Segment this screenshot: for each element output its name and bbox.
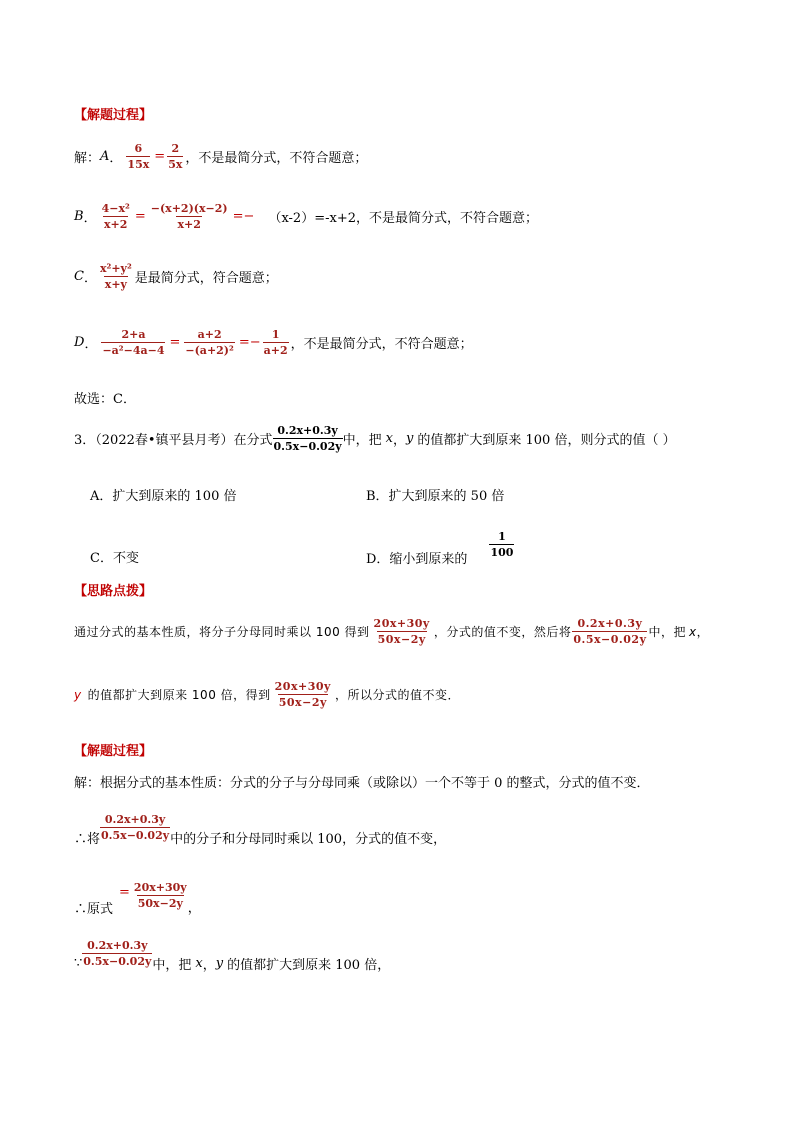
fraction-numerator: 0.2x+0.3y xyxy=(277,424,338,437)
hint-text: 的值都扩大到原来 100 倍，得到 xyxy=(87,688,271,702)
fraction-denominator: −(a+2)² xyxy=(185,344,234,357)
var-y: y xyxy=(215,956,224,971)
solution-text: ∴将 xyxy=(74,832,101,847)
fraction xyxy=(273,424,343,453)
fraction-numerator: 2+a xyxy=(121,328,146,341)
fraction-numerator: a+2 xyxy=(197,328,222,341)
line-text: ，不是最简分式，不符合题意； xyxy=(185,151,368,166)
fraction-denominator: 15x xyxy=(127,158,150,171)
solution-paragraph-2 xyxy=(74,808,446,847)
fraction-denominator: a+2 xyxy=(263,344,288,357)
fraction xyxy=(100,813,170,842)
fraction-numerator: 20x+30y xyxy=(373,617,430,630)
fraction-denominator: 5x xyxy=(168,158,183,171)
dot: ． xyxy=(109,151,123,166)
fraction xyxy=(274,680,332,709)
fraction-numerator: 0.2x+0.3y xyxy=(577,617,643,630)
solution-text: 中，把 xyxy=(152,958,192,973)
solution-line-c xyxy=(74,262,278,291)
comma: ， xyxy=(696,625,710,639)
hint-heading: 【思路点拨】 xyxy=(74,584,153,599)
fraction-numerator: 4−x² xyxy=(101,202,130,215)
hint-line-1 xyxy=(74,617,709,646)
fraction xyxy=(572,617,647,646)
question-3-stem xyxy=(74,424,676,453)
hint-text: 通过分式的基本性质，将分子分母同时乘以 100 得到 xyxy=(74,625,370,639)
option-c[interactable]: C．不变 xyxy=(90,551,139,566)
equals-sign: = xyxy=(169,335,181,350)
option-d[interactable] xyxy=(366,522,514,567)
dot: ． xyxy=(83,211,97,226)
solution-heading-1: 【解题过程】 xyxy=(74,108,153,123)
var-x: x xyxy=(688,624,697,639)
answer-line: 故选：C． xyxy=(74,392,136,407)
fraction xyxy=(101,328,165,357)
solution-line-d xyxy=(74,328,473,357)
fraction xyxy=(150,202,229,231)
line-text: （x-2）=-x+2，不是最简分式，不符合题意； xyxy=(268,211,538,226)
equals-sign: = xyxy=(134,209,146,224)
fraction-numerator: −(x+2)(x−2) xyxy=(150,202,228,215)
fraction-denominator: 100 xyxy=(490,546,514,559)
fraction-numerator: 20x+30y xyxy=(133,881,187,894)
var-x: x xyxy=(385,431,393,446)
solution-line-a xyxy=(74,142,367,171)
option-letter-d: D xyxy=(74,335,85,350)
option-letter-c: C xyxy=(74,269,84,284)
var-x: x xyxy=(195,956,203,971)
question-text: 中，把 xyxy=(342,433,382,448)
fraction-numerator: 6 xyxy=(134,142,143,155)
fraction-denominator: x+2 xyxy=(177,218,201,231)
fraction xyxy=(126,142,150,171)
fraction-numerator: 0.2x+0.3y xyxy=(104,813,166,826)
solution-text: 中的分子和分母同时乘以 100，分式的值不变， xyxy=(170,832,447,847)
fraction xyxy=(133,881,188,910)
line-text: 是最简分式，符合题意； xyxy=(134,271,278,286)
fraction-denominator: −a²−4a−4 xyxy=(102,344,165,357)
equals-sign: =− xyxy=(232,209,255,224)
fraction-denominator: 0.5x−0.02y xyxy=(83,955,152,968)
question-text: 3．（2022春•镇平县月考）在分式 xyxy=(74,433,273,448)
dot: ． xyxy=(83,271,97,286)
solution-prefix: 解： xyxy=(74,151,101,166)
fraction-denominator: 0.5x−0.02y xyxy=(573,633,647,646)
option-letter-a: A xyxy=(100,149,110,164)
var-y: y xyxy=(406,431,414,446)
hint-text: ，所以分式的值不变． xyxy=(334,688,460,702)
equals-sign: =− xyxy=(238,335,261,350)
fraction-numerator: x²+y² xyxy=(99,262,132,275)
solution-text: 的值都扩大到原来 100 倍， xyxy=(227,958,391,973)
solution-line-b xyxy=(74,202,538,231)
equals-sign: = xyxy=(154,149,166,164)
solution-heading-2: 【解题过程】 xyxy=(74,744,153,759)
solution-paragraph-3 xyxy=(74,874,201,917)
var-y: y xyxy=(74,687,82,702)
fraction xyxy=(373,617,431,646)
fraction xyxy=(263,328,289,357)
fraction-numerator: 20x+30y xyxy=(274,680,331,693)
fraction xyxy=(184,328,234,357)
line-text: ，不是最简分式，不符合题意； xyxy=(290,337,473,352)
fraction-numerator: 0.2x+0.3y xyxy=(87,939,148,952)
comma: ， xyxy=(202,958,216,973)
fraction xyxy=(82,939,152,968)
fraction-denominator: x+y xyxy=(104,278,127,291)
dot: ． xyxy=(84,337,98,352)
fraction-denominator: 50x−2y xyxy=(377,633,426,646)
fraction xyxy=(489,530,514,559)
hint-text: 中，把 xyxy=(648,625,686,639)
fraction-numerator: 1 xyxy=(498,530,506,543)
question-text: 的值都扩大到原来 100 倍，则分式的值（ ） xyxy=(417,433,676,448)
option-letter-b: B xyxy=(74,209,84,224)
fraction-denominator: 50x−2y xyxy=(137,897,183,910)
fraction-denominator: 0.5x−0.02y xyxy=(101,829,170,842)
fraction xyxy=(101,202,131,231)
option-b[interactable]: B．扩大到原来的 50 倍 xyxy=(366,489,505,504)
option-a[interactable]: A．扩大到原来的 100 倍 xyxy=(90,489,237,504)
equals-sign: = xyxy=(119,885,130,900)
hint-text: ，分式的值不变，然后将 xyxy=(433,625,572,639)
fraction-numerator: 2 xyxy=(171,142,180,155)
fraction-denominator: x+2 xyxy=(103,218,128,231)
solution-text: ∵ xyxy=(74,956,83,971)
solution-paragraph-4 xyxy=(74,934,390,973)
option-text: D．缩小到原来的 xyxy=(366,552,468,567)
comma: ， xyxy=(393,433,407,448)
fraction-denominator: 50x−2y xyxy=(278,696,327,709)
fraction xyxy=(99,262,133,291)
solution-text: ∴原式 xyxy=(74,902,114,917)
hint-line-2 xyxy=(74,680,460,709)
solution-text: ， xyxy=(187,901,201,916)
fraction-numerator: 1 xyxy=(271,328,280,341)
fraction xyxy=(167,142,183,171)
solution-paragraph-1: 解：根据分式的基本性质：分式的分子与分母同乘（或除以）一个不等于 0 的整式，分式的值不变． xyxy=(74,776,650,791)
fraction-denominator: 0.5x−0.02y xyxy=(273,440,342,453)
